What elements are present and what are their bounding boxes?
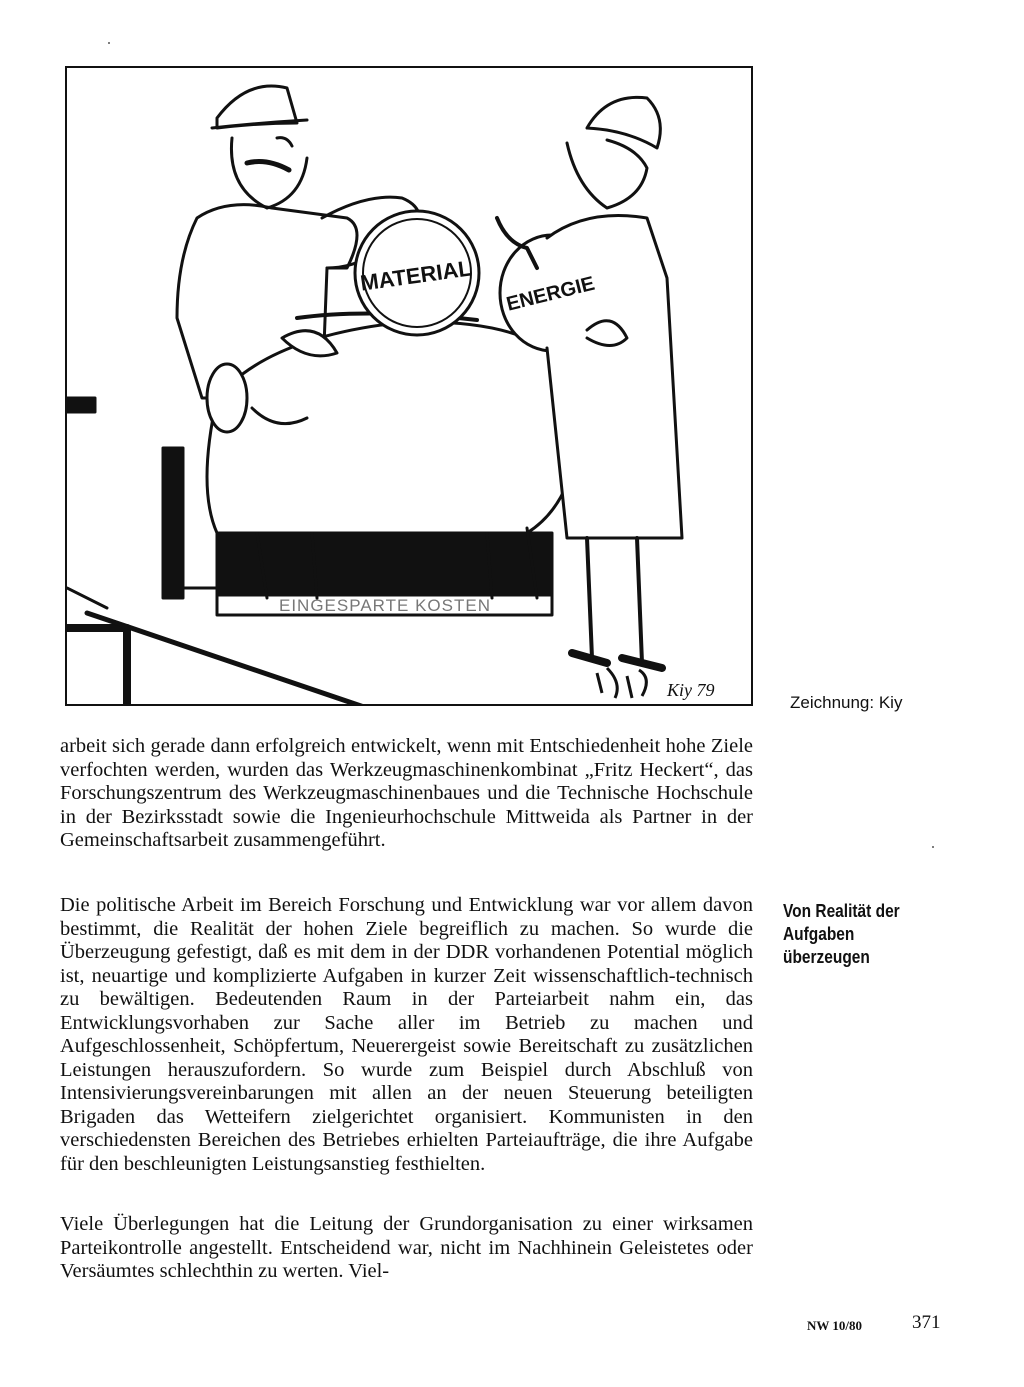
scan-speck: [932, 846, 934, 848]
man-left-face: [231, 138, 307, 208]
woman-helmet: [587, 97, 660, 148]
cartoon-illustration: [65, 66, 753, 706]
page-number: 371: [912, 1312, 941, 1333]
pig-snout: [207, 364, 247, 432]
body-paragraph: Viele Überlegungen hat die Leitung der Grundorganisation zu einer wirksamen Parteikontrolle angestellt. Entscheidend war, nicht im Nachhinein Geleistetes oder Versäumtes schlechthin zu werten. Viel-: [60, 1213, 753, 1282]
platform: [217, 533, 552, 595]
signature-drawing: [597, 668, 646, 698]
scan-speck: [108, 42, 110, 44]
cartoon-drawing: [67, 68, 753, 706]
coin-material-label: MATERIAL: [358, 255, 474, 296]
margin-heading: [783, 900, 921, 969]
body-paragraph: arbeit sich gerade dann erfolgreich entwickelt, wenn mit Entschiedenheit hohe Ziele verfochten werden, wurden das Werkzeugmaschinenkombinat „Fritz Heckert“, das Forschungszentrum des Werkzeugmaschinenbaues und die Technische Hochschule in der Bezirksstadt sowie die Ingenieurhochschule Mittweida als Partner in der Gemeinschaftsarbeit zusammengeführt.: [60, 735, 753, 851]
platform-label: EINGESPARTE KOSTEN: [279, 596, 491, 615]
journal-reference: NW 10/80: [807, 1318, 863, 1333]
signature: Kiy 79: [667, 680, 715, 700]
machine-arm: [67, 398, 95, 412]
piggy-bank: [207, 322, 579, 533]
margin-heading-line: überzeugen: [783, 947, 870, 967]
woman-face: [567, 140, 647, 208]
margin-heading-line: Von Realität der: [783, 901, 900, 921]
coin-energie-label: ENERGIE: [504, 272, 597, 316]
margin-heading-line: Aufgaben: [783, 924, 855, 944]
figure-caption: Zeichnung: Kiy: [790, 693, 903, 712]
body-paragraph: Die politische Arbeit im Bereich Forschung und Entwicklung war vor allem davon bestimmt, die Realität der hohen Ziele begreiflich zu machen. So wurde die Überzeugung gefestigt, daß es mit dem in der DDR vorhandenen Potential möglich ist, neuartige und komplizierte Aufgaben in kurzer Zeit wissenschaftlich-technisch zu bewältigen. Bedeutenden Raum in der Parteiarbeit nahm ein, das Entwicklungsvorhaben zur Sache aller im Betrieb zu machen und Aufgeschlossenheit, Schöpfertum, Neuerergeist sowie Bereitschaft zu zusätzlichen Leistungen herauszufordern. So wurde zum Beispiel durch Abschluß von Intensivierungsvereinbarungen mit allen an der neuen Steuerung beteiligten Brigaden das Wetteifern zielgerichtet organisiert. Kommunisten in den verschiedensten Bereichen des Betriebes erhielten Parteiaufträge, die ihre Aufgabe für den beschleunigten Leistungsanstieg festhielten.: [60, 894, 753, 1175]
woman-coat: [547, 216, 682, 539]
